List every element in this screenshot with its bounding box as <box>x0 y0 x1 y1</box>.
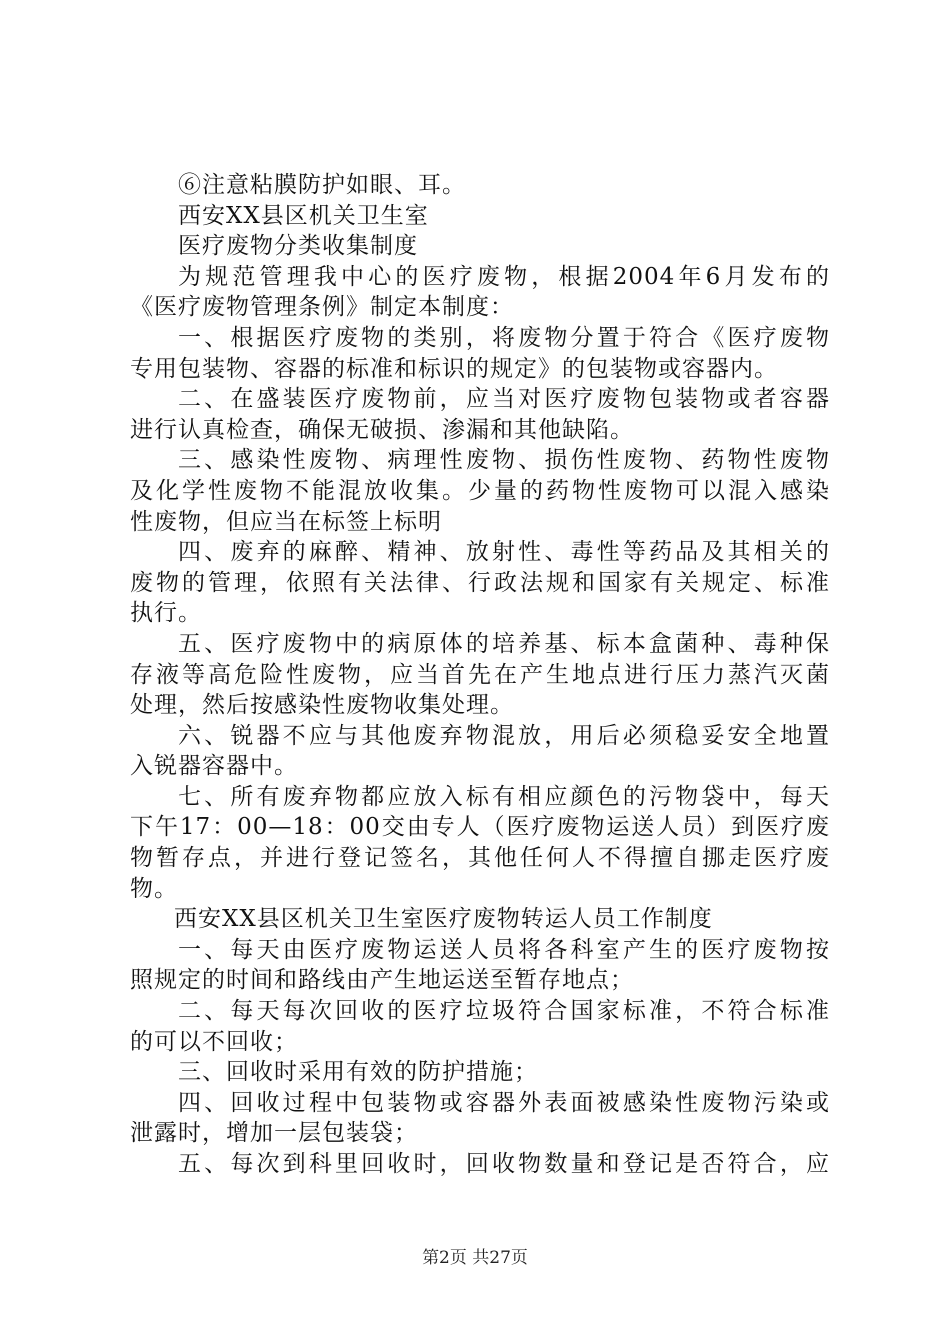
text-line: 三、回收时采用有效的防护措施； <box>178 1059 538 1086</box>
text-line: 废物的管理，依照有关法律、行政法规和国家有关规定、标准 <box>130 569 830 596</box>
text-line: 及化学性废物不能混放收集。少量的药物性废物可以混入感染 <box>130 477 830 504</box>
section-heading: 西安XX县区机关卫生室医疗废物转运人员工作制度 <box>174 906 713 933</box>
text-line: 四、回收过程中包装物或容器外表面被感染性废物污染或 <box>178 1089 830 1116</box>
document-body <box>130 170 830 1180</box>
text-line: 泄露时，增加一层包装袋； <box>130 1120 418 1147</box>
text-line: 一、根据医疗废物的类别，将废物分置于符合《医疗废物 <box>178 324 830 351</box>
text-line: 入锐器容器中。 <box>130 753 298 780</box>
text-line: 物。 <box>130 875 178 902</box>
text-line: 一、每天由医疗废物运送人员将各科室产生的医疗废物按 <box>178 936 830 963</box>
text-line: 西安XX县区机关卫生室 <box>178 202 429 229</box>
text-line: 六、锐器不应与其他废弃物混放，用后必须稳妥安全地置 <box>178 722 830 749</box>
text-line: 进行认真检查，确保无破损、渗漏和其他缺陷。 <box>130 416 634 443</box>
text-line: 存液等高危险性废物，应当首先在产生地点进行压力蒸汽灭菌 <box>130 661 830 688</box>
text-line: 为规范管理我中心的医疗废物，根据2004年6月发布的 <box>178 263 830 290</box>
text-line: 《医疗废物管理条例》制定本制度： <box>130 294 514 321</box>
text-line: 二、在盛装医疗废物前，应当对医疗废物包装物或者容器 <box>178 386 830 413</box>
text-line: 专用包装物、容器的标准和标识的规定》的包装物或容器内。 <box>130 355 778 382</box>
text-line: 四、废弃的麻醉、精神、放射性、毒性等药品及其相关的 <box>178 539 830 566</box>
page-number: 第2页 共27页 <box>422 1248 528 1268</box>
text-line: 物暂存点，并进行登记签名，其他任何人不得擅自挪走医疗废 <box>130 845 830 872</box>
text-line: 下午17：00—18：00交由专人（医疗废物运送人员）到医疗废 <box>130 814 830 841</box>
text-line: 七、所有废弃物都应放入标有相应颜色的污物袋中，每天 <box>178 783 830 810</box>
text-line: 五、每次到科里回收时，回收物数量和登记是否符合，应 <box>178 1151 830 1177</box>
text-line: 处理，然后按感染性废物收集处理。 <box>130 692 514 719</box>
text-line: 执行。 <box>130 600 202 627</box>
text-line: 五、医疗废物中的病原体的培养基、标本盒菌种、毒种保 <box>178 630 830 657</box>
text-line: ⑥注意粘膜防护如眼、耳。 <box>178 172 466 198</box>
text-line: 性废物，但应当在标签上标明 <box>130 508 442 535</box>
text-line: 照规定的时间和路线由产生地运送至暂存地点； <box>130 967 634 994</box>
text-line: 医疗废物分类收集制度 <box>178 233 418 260</box>
text-line: 三、感染性废物、病理性废物、损伤性废物、药物性废物 <box>178 447 830 474</box>
text-line: 的可以不回收； <box>130 1028 298 1055</box>
text-line: 二、每天每次回收的医疗垃圾符合国家标准，不符合标准 <box>178 998 830 1025</box>
